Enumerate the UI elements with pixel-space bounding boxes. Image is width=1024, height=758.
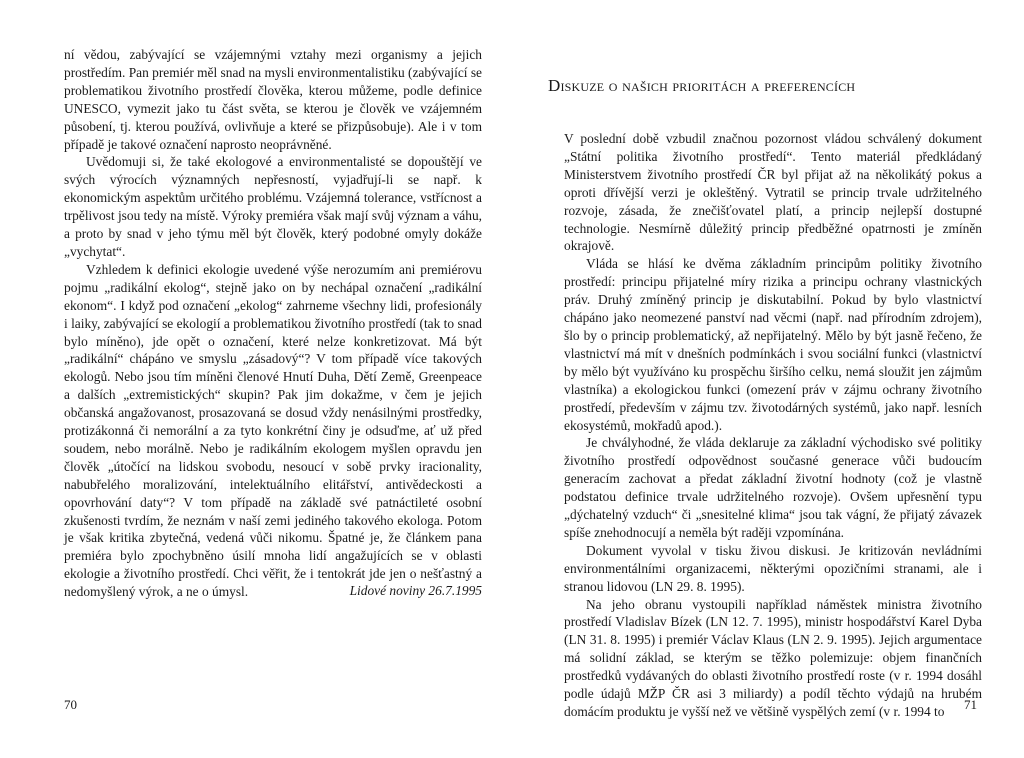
paragraph: V poslední době vzbudil značnou pozornost vládou schválený dokument „Státní politika životního prostředí“. Tento materiál předkládaný Ministerstvem životního prostředí ČR byl přijat až na několikátý pokus a oproti dřívější verzi je okleštěný. Vytratil se princip trvale udržitelného rozvoje, zásada, že znečišťovatel platí, a princip nejlepší dostupné technologie. Nesmírně důležitý princip předběžné opatrnosti je zmíněn okrajově. <box>564 131 982 254</box>
section-heading: Diskuze o našich prioritách a preferencích <box>548 76 856 96</box>
paragraph: Uvědomuji si, že také ekologové a environmentalisté se dopouštějí ve svých výrocích významných nepřesností, vyjadřují-li se např. k ekonomickým aspektům určitého problému. Vzájemná tolerance, vstřícnost a trpělivost jsou tedy na místě. Výroky premiéra však mají svůj význam a váhu, a proto by snad v jeho týmu měl být člověk, který podobné omyly dokáže „vychytat“. <box>64 154 482 259</box>
left-page-text <box>64 46 482 601</box>
paragraph: Je chvályhodné, že vláda deklaruje za základní východisko své politiky životního prostředí odpovědnost současné generace vůči budoucím generacím zachovat a předat základní životní hodnoty (což je vlastně podstatou definice trvale udržitelného rozvoje). Ovšem upřesnění typu „dýchatelný vzduch“ či „snesitelné klima“ jsou tak vágní, že přijatý závazek spíše znehodnocují a neměla být raději vzpomínána. <box>564 435 982 540</box>
paragraph: Na jeho obranu vystoupili například náměstek ministra životního prostředí Vladislav Bízek (LN 12. 7. 1995), ministr hospodářství Karel Dyba (LN 31. 8. 1995) i premiér Václav Klaus (LN 2. 9. 1995). Jejich argumentace má solidní základ, se kterým se těžko polemizuje: objem finančních prostředků vydávaných do oblasti životního prostředí roste (v r. 1994 dosáhl podle údajů MŽP ČR asi 3 miliardy) a podíl těchto výdajů na hrubém domácím produktu je vyšší než ve většině vyspělých zemí (v r. 1994 to <box>564 596 982 719</box>
page-number: 70 <box>64 697 77 712</box>
paragraph: ní vědou, zabývající se vzájemnými vztahy mezi organismy a jejich prostředím. Pan premiér měl snad na mysli environmentalistiku (zabývající se problematikou životního prostředí člověka, kterou můžeme, podle definice UNESCO, vymezit jako tu část světa, se kterou je člověk ve vzájemném působení, tj. kterou používá, ovlivňuje a které se přizpůsobuje). Ale i v tom případě je takové označení naprosto neoprávněné. <box>64 47 482 152</box>
right-page-text <box>564 130 982 721</box>
paragraph: Vzhledem k definici ekologie uvedené výše nerozumím ani premiérovu pojmu „radikální ekolog“, stejně jako on by nechápal označení „radikální ekonom“. I když pod označení „ekolog“ zahrneme všechny lidi, profesionály i laiky, zabývající se ekologií a problematikou životního prostředí (tak to snad bylo míněno), jde opět o označení, které nelze konkretizovat. Má být „radikální“ chápáno ve smyslu „zásadový“? V tom případě více takových ekologů. Nebo jsou tím míněni členové Hnutí Duha, Dětí Země, Greenpeace a dalších „extremistických“ skupin? Pak jim dokažme, v čem je jejich občanská angažovanost, prosazovaná se dosud vždy nenásilnými prostředky, protizákonná či nemorální a za tyto konkrétní činy je odsuďme, ať už před soudem, nebo morálně. Nebo je radikálním ekologem myšlen opravdu jen člověk „útočící na lidskou svobodu, nesoucí v sobě prvky iracionality, nabubřelého moralizování, intelektuálního elitářství, antivědeckosti a opovrhování daty“? V tom případě na základě své patnáctileté osobní zkušenosti tvrdím, že neznám v naší zemi jediného takového ekologa. Potom je však kritika zbytečná, vedená vůči nikomu. Špatné je, že článkem pana premiéra bylo zpochybněno úsilí mnoha lidí angažujících se v oblasti ekologie a životního prostředí. Chci věřit, že i tentokrát jde jen o nešťastný a nedomyšlený výrok, a ne o úmysl. <box>64 261 482 600</box>
source-citation: Lidové noviny 26.7.1995 <box>349 583 482 598</box>
paragraph: Dokument vyvolal v tisku živou diskusi. Je kritizován nevládními environmentálními organizacemi, některými opozičními stranami, ale i stranou lidovou (LN 29. 8. 1995). <box>564 542 982 594</box>
page-number: 71 <box>964 697 977 712</box>
paragraph: Vláda se hlásí ke dvěma základním principům politiky životního prostředí: principu přijatelné míry rizika a principu ochrany vlastnických práv. Druhý zmíněný princip je diskutabilní. Pokud by bylo vlastnictví chápáno jako neomezené panství nad věcmi (např. nad přírodním zdrojem), šlo by o princip problematický, až nepřijatelný. Mělo by být jasně řečeno, že vlastnictví má mít v dnešních podmínkách i svou sociální funkci (vlastnictví by mělo být využíváno ku prospěchu širšího celku, nemá sloužit jen zájmům vlastníka) a ekologickou funkci (omezení práv v zájmu ochrany životního prostředí, především v zájmu tzv. životodárných systémů, jako např. lesních ekosystémů, mokřadů apod.). <box>564 256 982 433</box>
right-page <box>512 0 1024 758</box>
